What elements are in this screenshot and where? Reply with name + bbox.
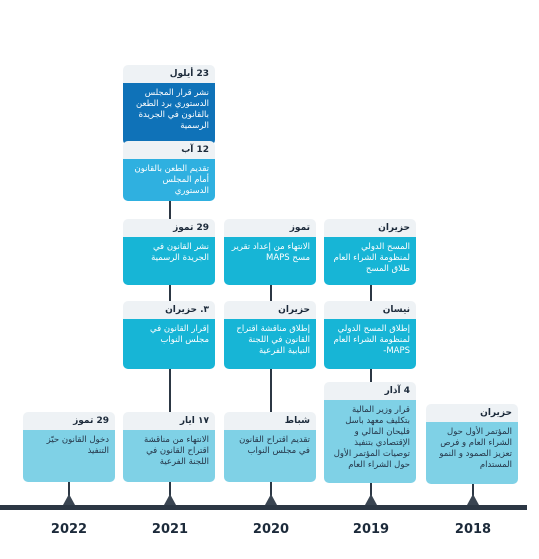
event-card-2018-jun <box>426 404 518 484</box>
event-card-2022-jul <box>23 412 115 482</box>
event-text: نشر القانون في الجريدة الرسمية <box>123 237 215 285</box>
event-card-2021-may <box>123 412 215 482</box>
event-card-2019-apr <box>324 301 416 369</box>
event-card-2021-aug <box>123 141 215 201</box>
year-label-2022: 2022 <box>50 522 88 537</box>
event-text: دخول القانون حيّز التنفيذ <box>23 430 115 482</box>
event-card-2021-jul <box>123 219 215 285</box>
year-label-2019: 2019 <box>352 522 390 537</box>
event-text: تقديم اقتراح القانون في مجلس النواب <box>224 430 316 482</box>
event-card-2020-feb <box>224 412 316 482</box>
event-date: 4 آذار <box>324 382 416 400</box>
event-card-2020-jul <box>224 219 316 285</box>
event-text: المسح الدولي لمنظومة الشراء العام طلاق المسح <box>324 237 416 285</box>
year-marker-2018 <box>467 494 479 505</box>
event-date: شباط <box>224 412 316 430</box>
event-text: نشر قرار المجلس الدستوري برد الطعن بالقانون في الجريدة الرسمية <box>123 83 215 145</box>
year-marker-2022 <box>63 494 75 505</box>
event-date: 12 آب <box>123 141 215 159</box>
event-date: ٣. حزيران <box>123 301 215 319</box>
event-text: المؤتمر الأول حول الشراء العام و فرص تعزيز الصمود و النمو المستدام <box>426 422 518 484</box>
event-text: الانتهاء من مناقشة اقتراح القانون في اللجنة الفرعية <box>123 430 215 482</box>
event-text: تقديم الطعن بالقانون أمام المجلس الدستوري <box>123 159 215 201</box>
event-card-2019-mar <box>324 382 416 483</box>
event-text: إطلاق المسح الدولي لمنظومة الشراء العام MAPS- <box>324 319 416 369</box>
year-marker-2019 <box>365 494 377 505</box>
event-date: 29 تموز <box>123 219 215 237</box>
timeline-axis <box>0 505 527 510</box>
event-date: نيسان <box>324 301 416 319</box>
event-date: حزيران <box>426 404 518 422</box>
event-date: 23 أيلول <box>123 65 215 83</box>
event-text: الانتهاء من إعداد تقرير مسح MAPS <box>224 237 316 285</box>
year-label-2018: 2018 <box>454 522 492 537</box>
event-text: قرار وزير المالية بتكليف معهد باسل فليحان المالي و الإقتصادي بتنفيذ توصيات المؤتمر الأول حول الشراء العام <box>324 400 416 483</box>
event-card-2021-sep <box>123 65 215 145</box>
event-date: تموز <box>224 219 316 237</box>
event-date: 29 تموز <box>23 412 115 430</box>
event-card-2021-jun <box>123 301 215 369</box>
event-date: ١٧ ايار <box>123 412 215 430</box>
event-date: حزيران <box>324 219 416 237</box>
event-text: إطلاق مناقشة اقتراح القانون في اللجنة النيابية الفرعية <box>224 319 316 369</box>
event-card-2019-jun <box>324 219 416 285</box>
event-card-2020-jun <box>224 301 316 369</box>
event-date: حزيران <box>224 301 316 319</box>
year-label-2021: 2021 <box>151 522 189 537</box>
year-label-2020: 2020 <box>252 522 290 537</box>
event-text: إقرار القانون في مجلس النواب <box>123 319 215 369</box>
year-marker-2021 <box>164 494 176 505</box>
year-marker-2020 <box>265 494 277 505</box>
